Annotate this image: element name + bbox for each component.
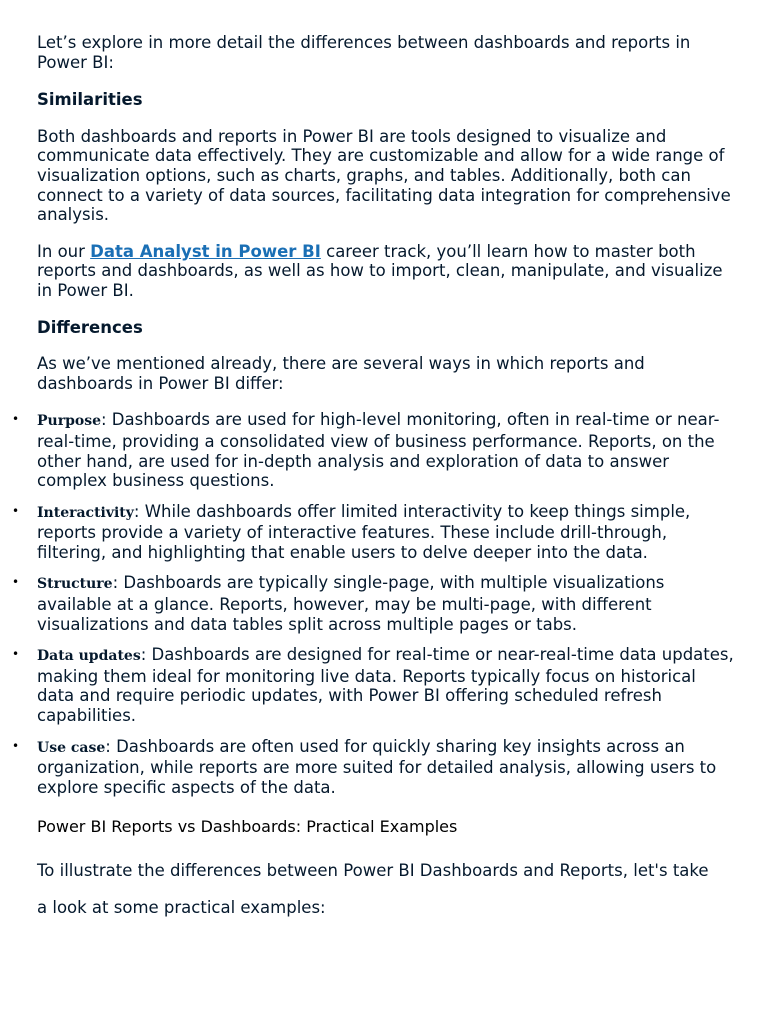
bullet-icon: • (12, 503, 20, 518)
item-term: Interactivity (37, 504, 134, 521)
career-suffix: career track, you’ll learn how to master both reports and dashboards, as well as how to import, clean, manipulate, and visualize in Power BI. (37, 241, 723, 300)
examples-paragraph-1: To illustrate the differences between Power BI Dashboards and Reports, let's take (37, 861, 709, 880)
similarities-paragraph: Both dashboards and reports in Power BI are tools designed to visualize and communicate data effectively. They are customizable and allow for a wide range of visualization options, such as charts, graphs, and tables. Additionally, both can connect to a variety of data sources, facilitating data integration for comprehensive analysis. (37, 126, 731, 225)
item-text: : Dashboards are used for high-level monitoring, often in real-time or near-real-time, providing a consolidated view of business performance. Reports, on the other hand, are used for in-depth analysis and exploration of data to answer complex business questions. (37, 410, 720, 491)
list-item (12, 736, 737, 798)
article-body (12, 33, 737, 934)
examples-paragraph-2: a look at some practical examples: (37, 897, 326, 917)
item-text: : Dashboards are typically single-page, with multiple visualizations available at a glance. Reports, however, may be multi-page, with different visualizations and data tables split across multiple pages or tabs. (37, 573, 665, 634)
list-item (12, 410, 737, 491)
career-track-paragraph (37, 242, 737, 301)
item-term: Purpose (37, 413, 101, 430)
list-item (12, 645, 737, 726)
bullet-icon: • (12, 738, 20, 753)
differences-list (12, 410, 737, 797)
differences-intro: As we’ve mentioned already, there are several ways in which reports and dashboards in Power BI differ: (37, 354, 645, 393)
bullet-icon: • (12, 575, 20, 590)
list-item (12, 573, 737, 634)
item-text: : While dashboards offer limited interactivity to keep things simple, reports provide a variety of interactive features. These include drill-through, filtering, and highlighting that enable users to delve deeper into the data. (37, 501, 691, 562)
item-text: : Dashboards are often used for quickly sharing key insights across an organization, while reports are more suited for detailed analysis, allowing users to explore specific aspects of the data. (37, 736, 717, 797)
item-term: Structure (37, 576, 113, 593)
intro-paragraph: Let’s explore in more detail the differences between dashboards and reports in Power BI: (37, 33, 691, 72)
differences-heading: Differences (37, 317, 143, 337)
item-term: Data updates (37, 648, 141, 665)
bullet-icon: • (12, 647, 20, 662)
data-analyst-power-bi-link[interactable]: Data Analyst in Power BI (90, 241, 321, 261)
item-text: : Dashboards are designed for real-time or near-real-time data updates, making them ideal for monitoring live data. Reports typically focus on historical data and require periodic updates, with Power BI offering scheduled refresh capabilities. (37, 645, 734, 726)
examples-title: Power BI Reports vs Dashboards: Practical Examples (37, 817, 458, 837)
bullet-icon: • (12, 412, 20, 427)
similarities-heading: Similarities (37, 90, 143, 110)
list-item (12, 501, 737, 563)
career-prefix: In our (37, 241, 91, 261)
item-term: Use case (37, 739, 106, 756)
